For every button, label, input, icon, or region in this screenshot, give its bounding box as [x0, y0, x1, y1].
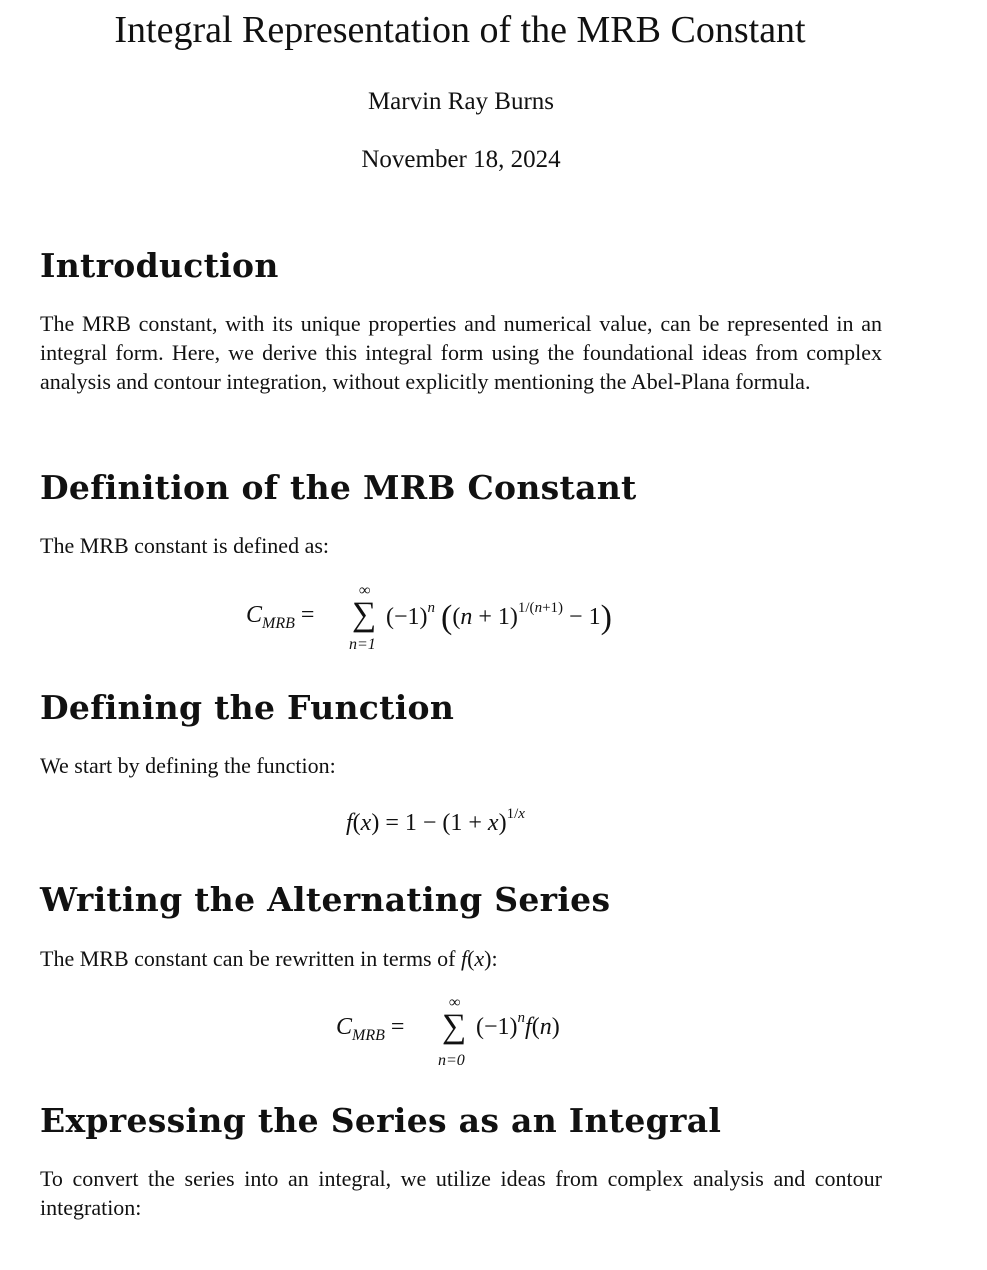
eq3-lhs: $C_{MRB}$ =: [336, 1014, 405, 1044]
eq1-summand: $(-1)^n$ $((n + 1)^{1/(n+1)} - 1)$: [386, 599, 612, 636]
eq3-upper-limit: ∞: [449, 994, 461, 1011]
section-heading-defining-function: Defining the Function: [40, 688, 455, 727]
equation-function-definition: $f(x) = 1 - (1 + x)^{1/x}$: [346, 806, 525, 836]
paper-date: November 18, 2024: [361, 146, 561, 173]
eq3-summation-sign: ∑: [442, 1008, 467, 1045]
eq3-lower-limit: n=0: [438, 1052, 465, 1069]
eq3-summand: $(-1)^nf(n)$: [476, 1010, 560, 1040]
definition-paragraph: The MRB constant is defined as:: [40, 533, 330, 558]
equation-mrb-definition: [246, 582, 686, 662]
author-name: Marvin Ray Burns: [367, 88, 555, 115]
alternating-series-paragraph: The MRB constant can be rewritten in terms of f(x):: [40, 946, 498, 971]
section-heading-integral: Expressing the Series as an Integral: [40, 1101, 722, 1140]
paper-title: Integral Representation of the MRB Constant: [114, 9, 806, 51]
section-heading-alternating-series: Writing the Alternating Series: [40, 880, 611, 919]
eq1-lower-limit: n=1: [349, 636, 376, 653]
equation-mrb-series: [336, 992, 596, 1072]
introduction-paragraph: The MRB constant, with its unique properties and numerical value, can be represented in an integral form. Here, we derive this integral form using the foundational ideas from complex analysis and contour integration, without explicitly mentioning the Abel-Plana formula.: [40, 311, 882, 395]
integral-paragraph: To convert the series into an integral, we utilize ideas from complex analysis and contour integration:: [40, 1166, 882, 1221]
section-heading-definition: Definition of the MRB Constant: [40, 468, 637, 507]
section-heading-introduction: Introduction: [40, 246, 279, 285]
defining-function-paragraph: We start by defining the function:: [40, 753, 336, 778]
eq1-upper-limit: ∞: [359, 582, 371, 599]
eq1-summation-sign: ∑: [352, 596, 377, 633]
eq1-lhs: $C_{MRB}$ =: [246, 602, 315, 632]
